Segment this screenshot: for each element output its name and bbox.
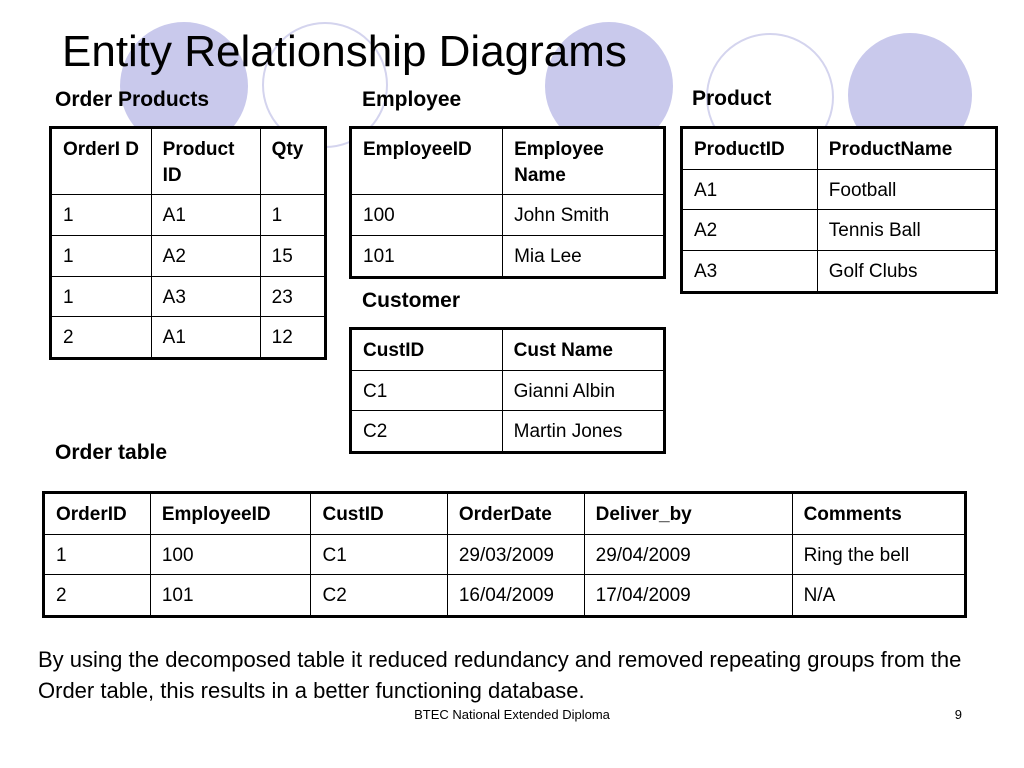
table-row [51, 317, 326, 359]
table-row [351, 370, 665, 411]
table-cell: 29/04/2009 [584, 534, 792, 575]
table-row [51, 276, 326, 317]
table-row [44, 575, 966, 617]
table-cell: 16/04/2009 [447, 575, 584, 617]
product-table [680, 126, 998, 294]
column-header: EmployeeID [351, 128, 503, 195]
table-row [682, 250, 997, 292]
table-row [682, 210, 997, 251]
table-row [51, 195, 326, 236]
table-cell: 100 [351, 195, 503, 236]
page-number: 9 [954, 707, 962, 722]
table-cell: C2 [351, 411, 503, 453]
customer-label: Customer [362, 289, 461, 312]
table-cell: 17/04/2009 [584, 575, 792, 617]
table-cell: 23 [260, 276, 325, 317]
table-row [44, 534, 966, 575]
table-cell: C1 [311, 534, 447, 575]
column-header: ProductName [817, 128, 996, 170]
table-cell: Ring the bell [792, 534, 965, 575]
table-cell: A3 [682, 250, 818, 292]
employee-table [349, 126, 666, 279]
table-cell: N/A [792, 575, 965, 617]
customer-table [349, 327, 666, 454]
table-cell: Football [817, 169, 996, 210]
employee-label: Employee [362, 88, 462, 111]
column-header: CustID [351, 329, 503, 371]
column-header: Employee Name [503, 128, 665, 195]
product-label: Product [692, 87, 772, 110]
order-table-label: Order table [55, 441, 168, 464]
slide-title: Entity Relationship Diagrams [62, 27, 627, 76]
header-row [351, 329, 665, 371]
table-cell: 29/03/2009 [447, 534, 584, 575]
column-header: OrderI D [51, 128, 152, 195]
table-row [351, 195, 665, 236]
table-cell: 1 [51, 195, 152, 236]
column-header: Comments [792, 493, 965, 535]
column-header: Product ID [151, 128, 260, 195]
table-cell: 12 [260, 317, 325, 359]
table-row [351, 411, 665, 453]
summary-paragraph: By using the decomposed table it reduced redundancy and removed repeating groups from the Order table, this results in a better functioning database. [38, 647, 962, 703]
table-cell: C1 [351, 370, 503, 411]
header-row [351, 128, 665, 195]
column-header: EmployeeID [150, 493, 311, 535]
table-row [682, 169, 997, 210]
column-header: OrderDate [447, 493, 584, 535]
table-cell: 2 [51, 317, 152, 359]
table-cell: A1 [682, 169, 818, 210]
column-header: OrderID [44, 493, 151, 535]
table-cell: 1 [260, 195, 325, 236]
table-cell: A3 [151, 276, 260, 317]
order-table [42, 491, 967, 618]
table-cell: 1 [51, 276, 152, 317]
table-cell: Golf Clubs [817, 250, 996, 292]
column-header: Cust Name [502, 329, 664, 371]
table-row [351, 235, 665, 277]
column-header: CustID [311, 493, 447, 535]
table-cell: Mia Lee [503, 235, 665, 277]
column-header: Deliver_by [584, 493, 792, 535]
table-cell: 2 [44, 575, 151, 617]
table-cell: C2 [311, 575, 447, 617]
table-cell: 101 [150, 575, 311, 617]
column-header: Qty [260, 128, 325, 195]
table-cell: John Smith [503, 195, 665, 236]
table-cell: A2 [682, 210, 818, 251]
header-row [44, 493, 966, 535]
header-row [51, 128, 326, 195]
order-products-label: Order Products [55, 88, 210, 111]
table-cell: 1 [51, 235, 152, 276]
table-cell: 15 [260, 235, 325, 276]
table-cell: 1 [44, 534, 151, 575]
table-cell: A2 [151, 235, 260, 276]
table-row [51, 235, 326, 276]
table-cell: A1 [151, 195, 260, 236]
table-cell: Gianni Albin [502, 370, 664, 411]
table-cell: A1 [151, 317, 260, 359]
table-cell: 100 [150, 534, 311, 575]
table-cell: Tennis Ball [817, 210, 996, 251]
column-header: ProductID [682, 128, 818, 170]
table-cell: Martin Jones [502, 411, 664, 453]
order-products-table [49, 126, 327, 360]
header-row [682, 128, 997, 170]
footer-text: BTEC National Extended Diploma [414, 707, 610, 722]
table-cell: 101 [351, 235, 503, 277]
